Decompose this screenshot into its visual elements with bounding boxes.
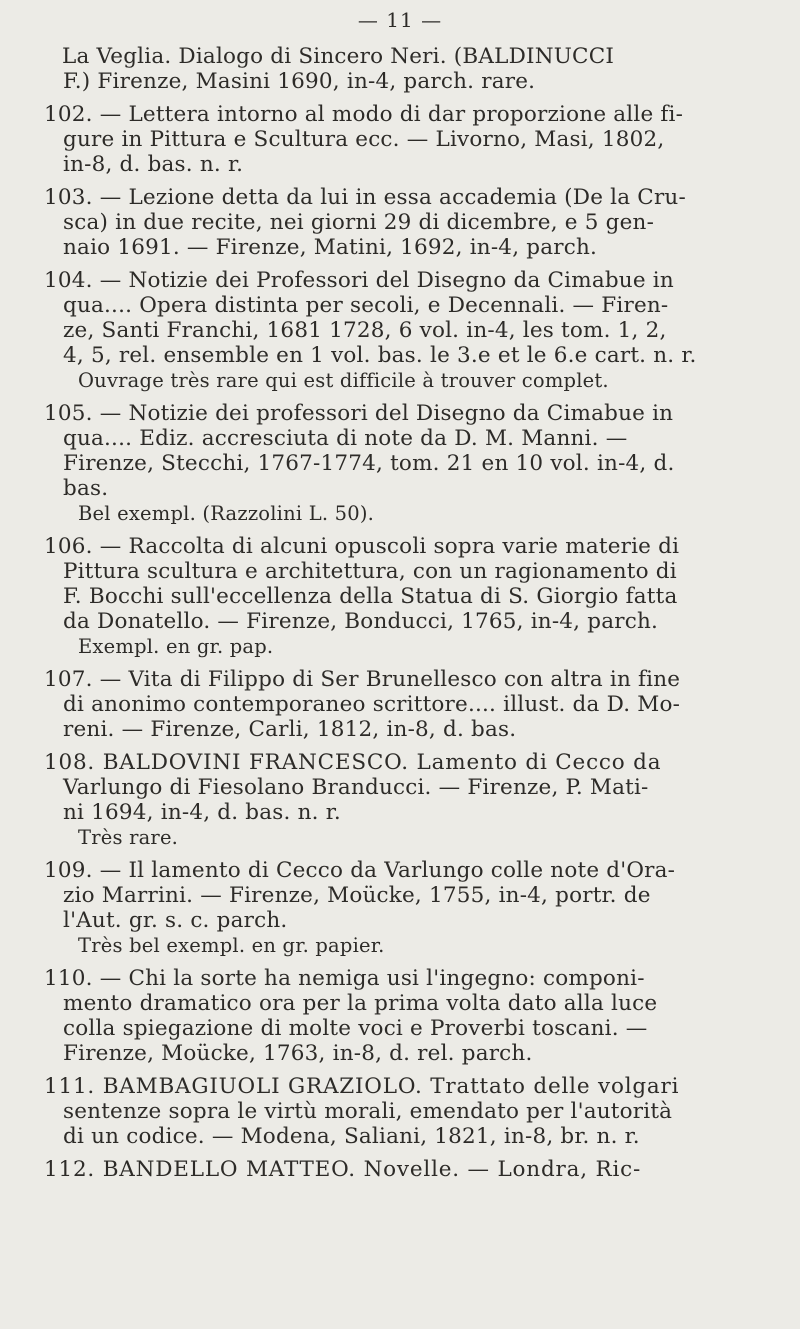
entry-line: 105. — Notizie dei professori del Disegno da Cimabue in <box>44 401 674 426</box>
entry-line: gure in Pittura e Scultura ecc. — Livorno, Masi, 1802, <box>63 127 665 152</box>
entry-line: 4, 5, rel. ensemble en 1 vol. bas. le 3.e et le 6.e cart. n. r. <box>63 343 697 368</box>
entry-line: 107. — Vita di Filippo di Ser Brunellesco con altra in fine <box>44 667 681 692</box>
entry-line: Firenze, Moücke, 1763, in-8, d. rel. parch. <box>63 1041 533 1066</box>
entry-note: Très bel exempl. en gr. papier. <box>78 934 385 957</box>
entry-line: bas. <box>63 476 109 501</box>
entry-line: 103. — Lezione detta da lui in essa accademia (De la Cru- <box>44 185 686 210</box>
entry-line: 111. BAMBAGIUOLI GRAZIOLO. Trattato delle volgari <box>44 1074 680 1099</box>
entry-line: La Veglia. Dialogo di Sincero Neri. (BALDINUCCI <box>62 44 615 69</box>
catalogue-text <box>44 44 770 1182</box>
entry-line: 112. BANDELLO MATTEO. Novelle. — Londra, Ric- <box>44 1157 642 1182</box>
page-number: — 11 — <box>357 8 443 32</box>
entry-line: in-8, d. bas. n. r. <box>63 152 244 177</box>
entry-line: Firenze, Stecchi, 1767-1774, tom. 21 en 10 vol. in-4, d. <box>63 451 675 476</box>
entry-note: Bel exempl. (Razzolini L. 50). <box>78 502 375 525</box>
entry-line: 110. — Chi la sorte ha nemiga usi l'ingegno: componi- <box>44 966 645 991</box>
entry-note: Ouvrage très rare qui est difficile à trouver complet. <box>78 369 609 392</box>
entry-line: 106. — Raccolta di alcuni opuscoli sopra varie materie di <box>44 534 680 559</box>
entry-line: di un codice. — Modena, Saliani, 1821, in-8, br. n. r. <box>63 1124 640 1149</box>
entry-line: mento dramatico ora per la prima volta dato alla luce <box>63 991 658 1016</box>
entry-line: di anonimo contemporaneo scrittore.... illust. da D. Mo- <box>63 692 681 717</box>
entry-line: colla spiegazione di molte voci e Proverbi toscani. — <box>63 1016 648 1041</box>
entry-note: Très rare. <box>78 826 179 849</box>
entry-line: sca) in due recite, nei giorni 29 di dicembre, e 5 gen- <box>63 210 655 235</box>
entry-line: 109. — Il lamento di Cecco da Varlungo colle note d'Ora- <box>44 858 676 883</box>
entry-line: l'Aut. gr. s. c. parch. <box>63 908 288 933</box>
entry-line: qua.... Opera distinta per secoli, e Decennali. — Firen- <box>63 293 669 318</box>
entry-line: zio Marrini. — Firenze, Moücke, 1755, in-4, portr. de <box>63 883 651 908</box>
entry-line: 108. BALDOVINI FRANCESCO. Lamento di Cecco da <box>44 750 662 775</box>
entry-line: da Donatello. — Firenze, Bonducci, 1765, in-4, parch. <box>63 609 659 634</box>
entry-line: reni. — Firenze, Carli, 1812, in-8, d. bas. <box>63 717 517 742</box>
entry-line: qua.... Ediz. accresciuta di note da D. M. Manni. — <box>63 426 628 451</box>
entry-line: naio 1691. — Firenze, Matini, 1692, in-4, parch. <box>63 235 598 260</box>
entry-note: Exempl. en gr. pap. <box>78 635 274 658</box>
entry-line: ni 1694, in-4, d. bas. n. r. <box>63 800 341 825</box>
entry-line: 104. — Notizie dei Professori del Disegno da Cimabue in <box>44 268 674 293</box>
entry-line: Varlungo di Fiesolano Branducci. — Firenze, P. Mati- <box>63 775 649 800</box>
entry-line: Pittura scultura e architettura, con un ragionamento di <box>63 559 677 584</box>
entry-line: ze, Santi Franchi, 1681 1728, 6 vol. in-4, les tom. 1, 2, <box>63 318 667 343</box>
entry-line: sentenze sopra le virtù morali, emendato per l'autorità <box>63 1099 673 1124</box>
entry-line: F. Bocchi sull'eccellenza della Statua di S. Giorgio fatta <box>63 584 678 609</box>
entry-line: 102. — Lettera intorno al modo di dar proporzione alle fi- <box>44 102 684 127</box>
entry-line: F.) Firenze, Masini 1690, in-4, parch. rare. <box>63 69 536 94</box>
